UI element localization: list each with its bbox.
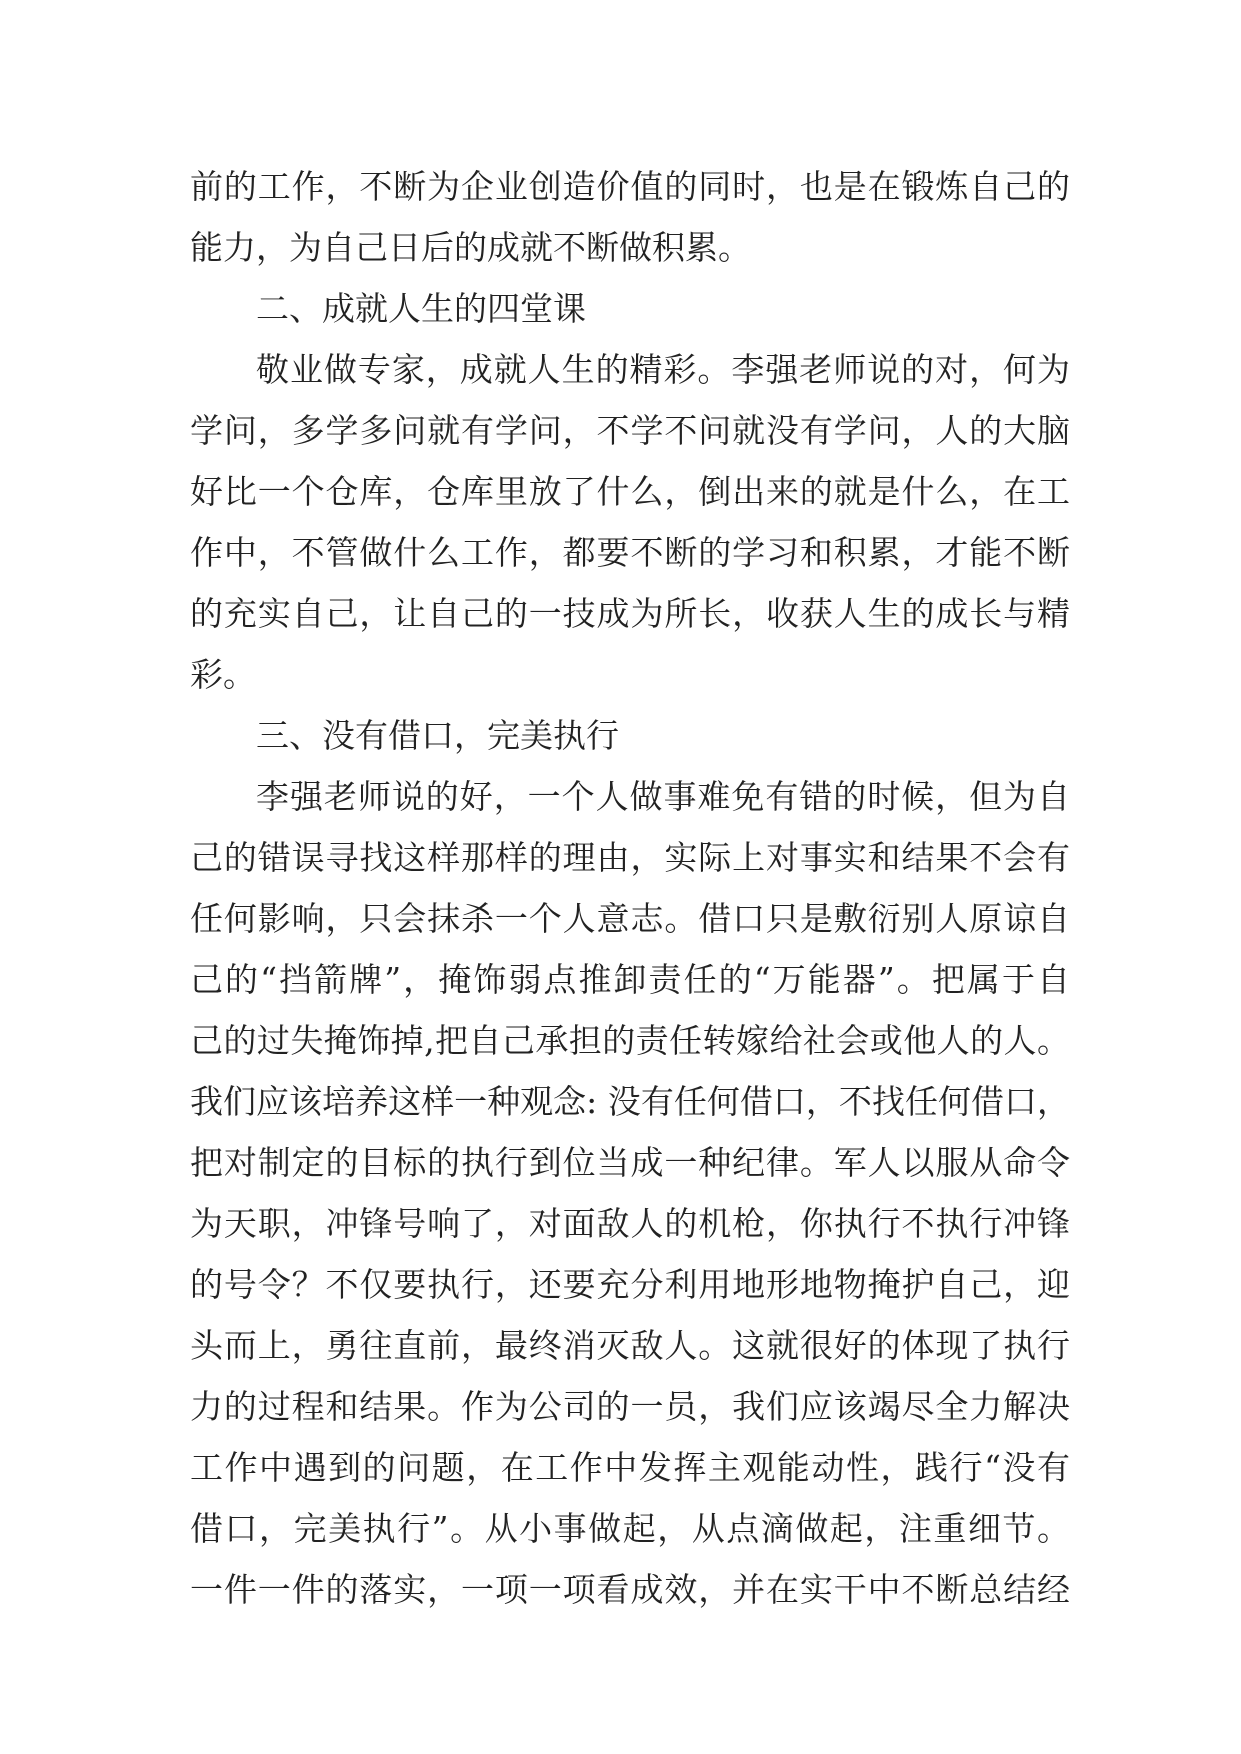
- text-line: 敬业做专家，成就人生的精彩。李强老师说的对，何为: [256, 350, 1070, 389]
- body-text: [190, 156, 1070, 1620]
- text-line: 作中，不管做什么工作，都要不断的学习和积累，才能不断: [190, 533, 1070, 572]
- section-heading: 二、成就人生的四堂课: [256, 289, 586, 328]
- section-heading: 三、没有借口，完美执行: [256, 716, 619, 755]
- text-line: 能力，为自己日后的成就不断做积累。: [190, 228, 751, 267]
- text-line: 己的过失掩饰掉,把自己承担的责任转嫁给社会或他人的人。: [190, 1021, 1070, 1060]
- text-line: 己的错误寻找这样那样的理由，实际上对事实和结果不会有: [190, 838, 1070, 877]
- text-line: 头而上，勇往直前，最终消灭敌人。这就很好的体现了执行: [190, 1326, 1070, 1365]
- text-line: 彩。: [190, 655, 256, 694]
- text-line: 一件一件的落实，一项一项看成效，并在实干中不断总结经: [190, 1570, 1070, 1609]
- text-line: 力的过程和结果。作为公司的一员，我们应该竭尽全力解决: [190, 1387, 1070, 1426]
- text-line: 学问，多学多问就有学问，不学不问就没有学问，人的大脑: [190, 411, 1070, 450]
- text-line: 借口，完美执行”。从小事做起，从点滴做起，注重细节。: [190, 1509, 1070, 1548]
- text-line: 的号令？不仅要执行，还要充分利用地形地物掩护自己，迎: [190, 1265, 1070, 1304]
- text-line: 把对制定的目标的执行到位当成一种纪律。军人以服从命令: [190, 1143, 1070, 1182]
- text-line: 为天职，冲锋号响了，对面敌人的机枪，你执行不执行冲锋: [190, 1204, 1070, 1243]
- text-line: 的充实自己，让自己的一技成为所长，收获人生的成长与精: [190, 594, 1070, 633]
- text-line: 任何影响，只会抹杀一个人意志。借口只是敷衍别人原谅自: [190, 899, 1070, 938]
- text-line: 我们应该培养这样一种观念: 没有任何借口，不找任何借口，: [190, 1082, 1070, 1121]
- text-line: 己的“挡箭牌”，掩饰弱点推卸责任的“万能器”。把属于自: [190, 960, 1070, 999]
- text-line: 前的工作，不断为企业创造价值的同时，也是在锻炼自己的: [190, 167, 1070, 206]
- text-line: 好比一个仓库，仓库里放了什么，倒出来的就是什么，在工: [190, 472, 1070, 511]
- text-line: 李强老师说的好，一个人做事难免有错的时候，但为自: [256, 777, 1070, 816]
- text-line: 工作中遇到的问题，在工作中发挥主观能动性，践行“没有: [190, 1448, 1070, 1487]
